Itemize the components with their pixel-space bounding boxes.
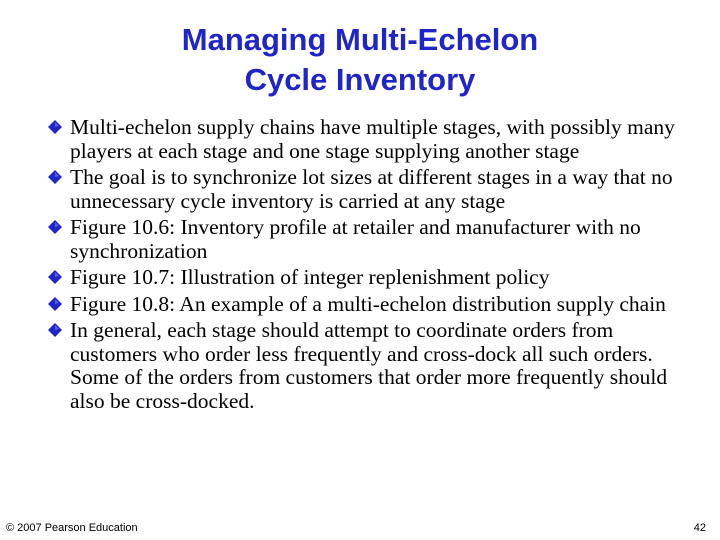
bullet-item-6	[48, 319, 688, 413]
slide-title-line-1: Managing Multi-Echelon	[181, 22, 539, 57]
diamond-bullet-icon	[48, 270, 62, 284]
bullet-item-2	[48, 166, 688, 213]
bullet-text: Multi-echelon supply chains have multiple stages, with possibly many players at each stage and one stage supplying another stage	[70, 115, 675, 163]
bullet-text: Figure 10.7: Illustration of integer replenishment policy	[70, 265, 550, 289]
diamond-bullet-icon	[48, 323, 62, 337]
bullet-text: The goal is to synchronize lot sizes at different stages in a way that no unnecessary cycle inventory is carried at any stage	[70, 165, 673, 213]
bullet-item-5	[48, 293, 688, 317]
bullet-item-4	[48, 266, 688, 290]
slide-title	[0, 20, 720, 100]
bullet-list	[48, 116, 688, 416]
slide-title-line-2: Cycle Inventory	[244, 62, 476, 97]
diamond-bullet-icon	[48, 120, 62, 134]
diamond-bullet-icon	[48, 220, 62, 234]
diamond-bullet-icon	[48, 170, 62, 184]
bullet-item-1	[48, 116, 688, 163]
bullet-text: In general, each stage should attempt to coordinate orders from customers who order less frequently and cross-dock all such orders. Some of the orders from customers that order more frequently should also be cross-docked.	[70, 318, 668, 413]
bullet-text: Figure 10.8: An example of a multi-echelon distribution supply chain	[70, 291, 666, 316]
bullet-item-3	[48, 216, 688, 263]
footer-copyright: © 2007 Pearson Education	[6, 522, 138, 534]
bullet-text: Figure 10.6: Inventory profile at retailer and manufacturer with no synchronization	[70, 215, 641, 263]
diamond-bullet-icon	[48, 297, 62, 311]
page-number: 42	[693, 522, 706, 534]
